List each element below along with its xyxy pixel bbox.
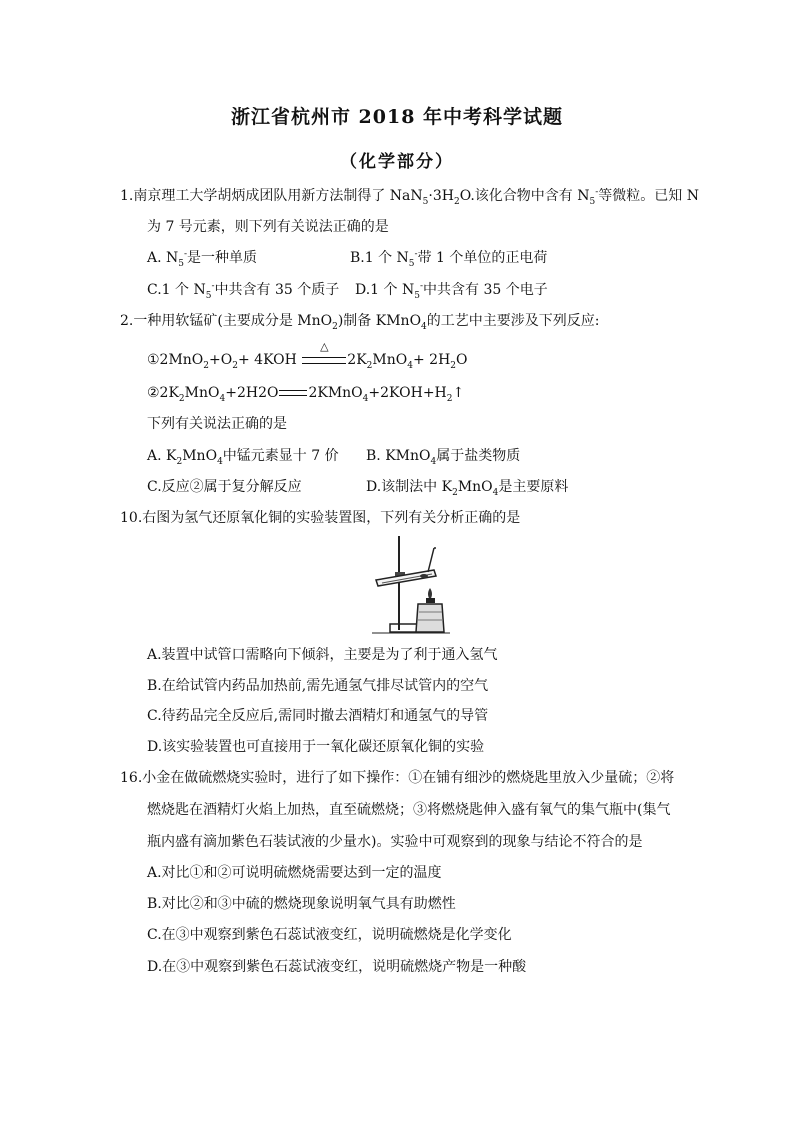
q2-r1-text: ①2MnO: [147, 352, 204, 368]
heat-triangle-icon: △: [320, 340, 329, 353]
q1-sup: -: [211, 281, 215, 292]
q2-option-d-text: 是主要原料: [498, 479, 569, 495]
q1-stem-line2: 为 7 号元素，则下列有关说法正确的是: [147, 219, 389, 235]
q1-sup: -: [184, 249, 188, 260]
q1-sub: 5: [422, 196, 429, 207]
q10-option-c: C.待药品完全反应后,需同时撤去酒精灯和通氢气的导管: [147, 708, 489, 724]
q1-sub: 5: [408, 258, 415, 269]
q1-sub: 5: [589, 196, 596, 207]
q10-option-a: A.装置中试管口需略向下倾斜，主要是为了利于通入氢气: [147, 647, 498, 663]
q2-r2-text: ②2K: [147, 385, 179, 401]
q2-reaction-1: [147, 340, 468, 371]
q2-r1-text: +O: [209, 352, 233, 368]
q16-option-d: D.在③中观察到紫色石蕊试液变红，说明硫燃烧产物是一种酸: [147, 959, 527, 975]
q1-sub: 5: [205, 290, 212, 301]
q10-stem: 10.右图为氢气还原氧化铜的实验装置图，下列有关分析正确的是: [120, 510, 521, 526]
q1-stem-line1: [120, 186, 699, 206]
q1-option-a-text: A. N: [147, 250, 179, 266]
q2-r1-text: + 4KOH: [237, 352, 297, 368]
page-title: 浙江省杭州市 2018 年中考科学试题: [230, 106, 564, 128]
q1-option-c: [147, 280, 339, 300]
q1-option-b: [350, 248, 547, 268]
q1-sub: 5: [414, 290, 420, 301]
double-bar-icon: [302, 357, 346, 364]
q2-sub: 2: [203, 360, 210, 371]
page-subtitle: （化学部分）: [340, 152, 454, 172]
q2-r2-text: MnO: [184, 385, 220, 401]
q16-stem-line1: 16.小金在做硫燃烧实验时，进行了如下操作：①在铺有细沙的燃烧匙里放入少量硫；②将: [120, 770, 675, 786]
q16-option-b: B.对比②和③中硫的燃烧现象说明氧气具有助燃性: [147, 896, 456, 912]
q2-sub: 2: [178, 393, 185, 404]
q2-r1-text: + 2H: [412, 352, 451, 368]
q2-reaction-2: [147, 383, 464, 403]
q1-option-d: [355, 280, 548, 300]
q2-sub: 4: [217, 456, 223, 467]
q2-sub: 2: [366, 360, 373, 371]
q16-option-a: A.对比①和②可说明硫燃烧需要达到一定的温度: [147, 865, 442, 881]
q1-option-b-text: 带 1 个单位的正电荷: [417, 250, 548, 266]
q2-question: 下列有关说法正确的是: [147, 416, 287, 432]
q2-sub: 4: [430, 456, 437, 467]
q2-option-a-text: MnO: [182, 448, 218, 464]
q2-sub: 2: [176, 456, 183, 467]
q2-option-b: [366, 446, 520, 466]
q2-stem-text: 的工艺中主要涉及下列反应:: [426, 313, 600, 329]
q2-option-b-text: B. KMnO: [366, 448, 431, 464]
q10-option-d: D.该实验装置也可直接用于一氧化碳还原氧化铜的实验: [147, 739, 485, 755]
q2-r2-text: 2KMnO: [308, 385, 363, 401]
equals-sign-icon: [279, 390, 307, 396]
q2-r1-text: MnO: [372, 352, 408, 368]
q10-option-b: B.在给试管内药品加热前,需先通氢气排尽试管内的空气: [147, 678, 489, 694]
q2-sub: 4: [407, 360, 413, 371]
q1-option-a: [147, 248, 257, 268]
q2-option-a-text: 中锰元素显十 7 价: [222, 448, 339, 464]
q2-sub: 2: [332, 321, 338, 332]
q1-sup: -: [419, 281, 424, 292]
q2-option-a-text: A. K: [147, 448, 177, 464]
q1-stem-text-d: 等微粒。已知 N: [598, 188, 699, 204]
q2-sub: 2: [450, 360, 457, 371]
q2-stem-text: 2.一种用软锰矿(主要成分是 MnO: [120, 313, 333, 329]
q2-option-c: C.反应②属于复分解反应: [147, 479, 302, 495]
q2-option-d-text: D.该制法中 K: [366, 479, 453, 495]
q2-sub: 2: [446, 393, 453, 404]
q1-option-c-text: 中共含有 35 个质子: [214, 282, 340, 298]
q2-stem-text: )制备 KMnO: [337, 313, 422, 329]
q1-option-d-text: D.1 个 N: [355, 282, 415, 298]
q1-option-d-text: 中共含有 35 个电子: [423, 282, 548, 298]
q1-sub: 2: [453, 196, 460, 207]
q16-stem-line2: 燃烧匙在酒精灯火焰上加热，直至硫燃烧；③将燃烧匙伸入盛有氧气的集气瓶中(集气: [147, 802, 671, 818]
q2-sub: 4: [362, 393, 369, 404]
q1-option-c-text: C.1 个 N: [147, 282, 206, 298]
q1-sub: 5: [178, 258, 184, 269]
q2-sub: 2: [232, 360, 238, 371]
q2-r1-text: 2K: [347, 352, 367, 368]
q1-stem-text-c: O.该化合物中含有 N: [459, 188, 590, 204]
q1-sup: -: [414, 249, 418, 260]
q2-sub: 4: [492, 487, 499, 498]
q2-sub: 4: [421, 321, 427, 332]
q1-stem-text-b: ·3H: [428, 188, 454, 204]
q1-option-a-text: 是一种单质: [187, 250, 258, 266]
q1-sup: -: [595, 187, 599, 198]
up-arrow-icon: ↑: [452, 385, 465, 401]
q2-r2-text: +2H2O: [225, 385, 279, 401]
q2-sub: 2: [452, 487, 458, 498]
q2-r2-text: +2KOH+H: [368, 385, 447, 401]
q2-sub: 4: [219, 393, 226, 404]
hydrogen-reduction-apparatus-figure: [372, 534, 450, 634]
q2-option-d-text: MnO: [457, 479, 493, 495]
q2-r1-text: O: [456, 352, 468, 368]
q1-option-b-text: B.1 个 N: [350, 250, 409, 266]
q2-option-a: [147, 446, 339, 466]
q2-stem: [120, 311, 600, 331]
q16-stem-line3: 瓶内盛有滴加紫色石装试液的少量水)。实验中可观察到的现象与结论不符合的是: [147, 834, 643, 850]
q2-option-d: [366, 477, 568, 497]
heating-equals-sign: [301, 340, 347, 370]
q16-option-c: C.在③中观察到紫色石蕊试液变红，说明硫燃烧是化学变化: [147, 927, 512, 943]
q2-option-b-text: 属于盐类物质: [436, 448, 521, 464]
q1-stem-text-a: 1.南京理工大学胡炳成团队用新方法制得了 NaN: [120, 188, 423, 204]
